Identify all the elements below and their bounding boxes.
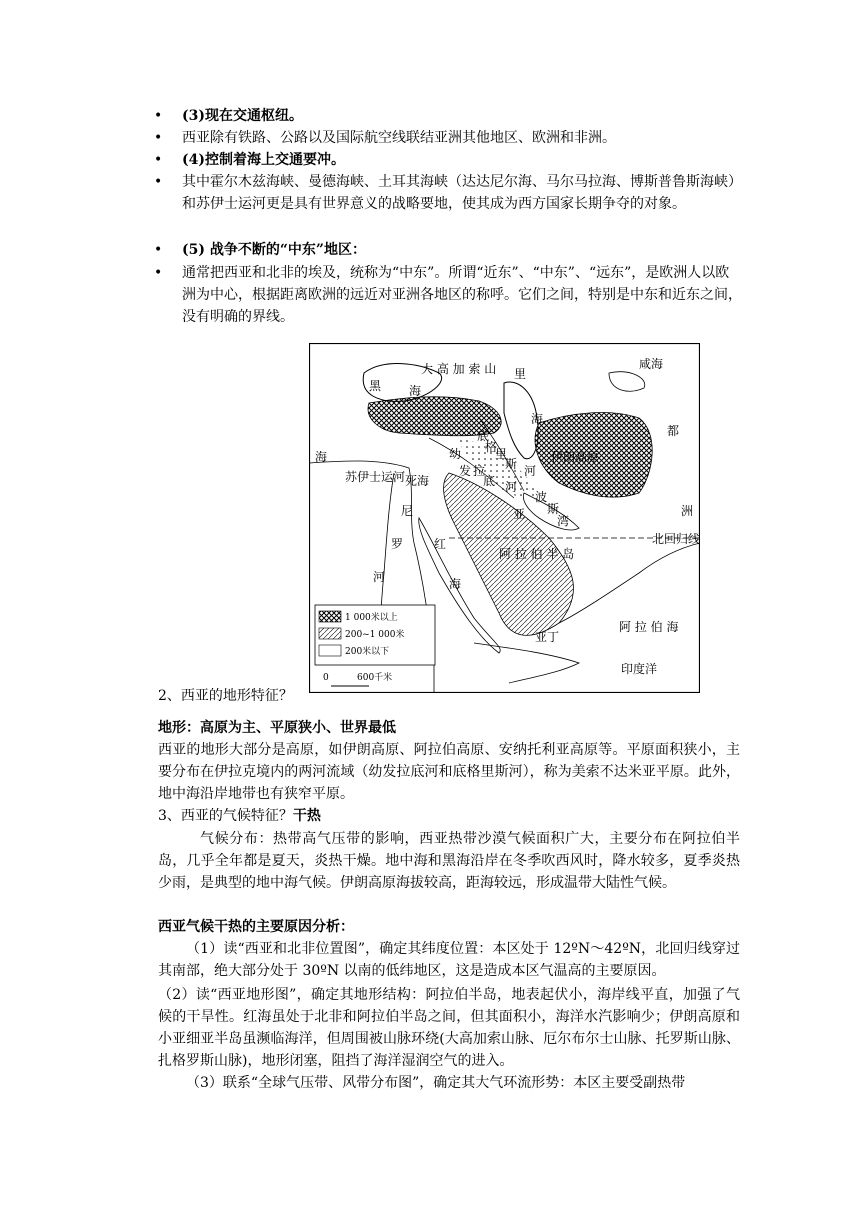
map-label-you: 幼 [449,447,462,461]
map-label-ni: 尼 [401,504,414,518]
map-label-du: 都 [667,424,680,438]
map-label-he: 河 [524,464,537,478]
map-label-ge: 格 [485,440,498,454]
map-label-fa: 发 [459,464,472,478]
map-label-black: 黑 [369,379,382,393]
bullet-text: (3)现在交通枢纽。 [182,108,303,124]
climate-paragraph: 气候分布：热带高气压带的影响，西亚热带沙漠气候面积广大，主要分布在阿拉伯半岛，几乎全年都是夏天，炎热干燥。地中海和黑海沿岸在冬季吹西风时，降水较多，夏季炎热少雨，是典型的地中海气候。伊朗高原海拔较高，距海较远，形成温带大陆性气候。 [158,831,740,891]
bullet-dot-icon: • [154,130,163,146]
bullet-dot-icon: • [154,174,163,190]
map-label-si2: 斯 [547,502,560,516]
climate-question [158,805,740,827]
map-label-hong: 红 [434,537,447,551]
map-label-river: 河 [505,480,518,494]
map-label-dead-sea: 死海 [405,474,430,488]
legend-label-high: 1 000米以上 [345,613,398,623]
climate-question-text: 3、西亚的气候特征？ [158,808,293,824]
map-label-red-sea: 海 [449,577,462,591]
bullet-dot-icon: • [154,265,163,281]
legend-swatch-low [319,645,341,656]
map-label-nile-he: 河 [373,570,386,584]
map-label-arabian-sea: 阿 拉 伯 海 [619,620,679,634]
scale-600km: 600千米 [357,673,393,683]
bullet-text: (5) 战争不断的“中东”地区： [182,242,366,258]
map-label-mediterranean: 海 [315,450,328,464]
map-caption: 2、西亚的地形特征？ [158,688,293,704]
bullet-text: (4)控制着海上交通要冲。 [182,152,345,168]
legend-swatch-high [319,611,341,622]
map-label-indian-ocean: 印度洋 [621,662,658,676]
analysis-item-1: （1）读“西亚和北非位置图”，确定其纬度位置：本区处于 12ºN～42ºN，北回归线穿过其南部，绝大部分处于 30ºN 以南的低纬地区，这是造成本区气温高的主要原因。 [158,941,740,979]
legend-label-mid: 200~1 000米 [345,630,405,640]
west-asia-terrain-map [309,343,700,693]
map-label-aral-sea: 咸海 [639,357,664,371]
map-label-dige: 底 [477,429,490,443]
map-label-ya: 亚 [513,507,526,521]
legend-label-low: 200米以下 [345,647,390,657]
map-label-wan: 湾 [557,514,570,528]
map-label-caucasus: 大 高 加 索 山 [421,362,497,376]
map-label-li2: 里 [495,447,508,461]
terrain-heading: 地形：高原为主、平原狭小、世界最低 [158,720,396,736]
map-label-luo: 罗 [391,537,404,551]
map-label-caspian-li: 里 [514,367,527,381]
map-label-aden: 亚丁 [535,630,560,644]
analysis-item-2: （2）读“西亚地形图”，确定其地形结构：阿拉伯半岛，地表起伏小，海岸线平直，加强了气候的干旱性。红海虽处于北非和阿拉伯半岛之间，但其面积小，海洋水汽影响少；伊朗高原和小亚细亚半岛虽濒临海洋，但周围被山脉环绕(大高加索山脉、厄尔布尔士山脉、托罗斯山脉、扎格罗斯山脉)，地形闭塞，阻挡了海洋湿润空气的进入。 [158,987,740,1069]
map-label-iran-plateau: 伊朗高原 [551,450,600,464]
bullet-text: 通常把西亚和北非的埃及，统称为“中东”。所谓“近东”、“中东”、“远东”，是欧洲人以欧洲为中心，根据距离欧洲的远近对亚洲各地区的称呼。它们之间，特别是中东和近东之间，没有明确的界线。 [182,265,742,325]
map-label-la: 拉 [473,464,486,478]
map-label-caspian-hai: 海 [531,412,544,426]
map-label-zhou: 洲 [681,504,694,518]
climate-question-answer: 干热 [292,808,321,824]
analysis-item-3: （3）联系“全球气压带、风带分布图”，确定其大气环流形势：本区主要受副热带 [186,1075,686,1091]
map-label-suez: 苏伊士运河 [345,470,406,484]
map-label-si: 斯 [505,457,518,471]
bullet-dot-icon: • [154,242,163,258]
map-label-black-sea: 海 [409,384,422,398]
map-label-bo: 波 [535,490,548,504]
bullet-text: 西亚除有铁路、公路以及国际航空线联结亚洲其他地区、欧洲和非洲。 [182,130,616,146]
scale-zero: 0 [323,673,329,683]
bullet-text: 其中霍尔木兹海峡、曼德海峡、土耳其海峡（达达尼尔海、马尔马拉海、博斯普鲁斯海峡）和苏伊士运河更是具有世界意义的战略要地，使其成为西方国家长期争夺的对象。 [182,174,742,212]
analysis-heading: 西亚气候干热的主要原因分析： [158,919,354,935]
legend-swatch-mid [319,628,341,639]
bullet-dot-icon: • [154,108,163,124]
bullet-dot-icon: • [154,152,163,168]
map-label-arabian-peninsula: 阿 拉 伯 半 岛 [499,547,575,561]
terrain-paragraph: 西亚的地形大部分是高原，如伊朗高原、阿拉伯高原、安纳托利亚高原等。平原面积狭小，主要分布在伊拉克境内的两河流域（幼发拉底河和底格里斯河），称为美索不达米亚平原。此外，地中海沿岸地带也有狭窄平原。 [158,742,740,802]
map-label-di: 底 [483,474,496,488]
map-label-tropic: 北回归线 [652,532,700,546]
